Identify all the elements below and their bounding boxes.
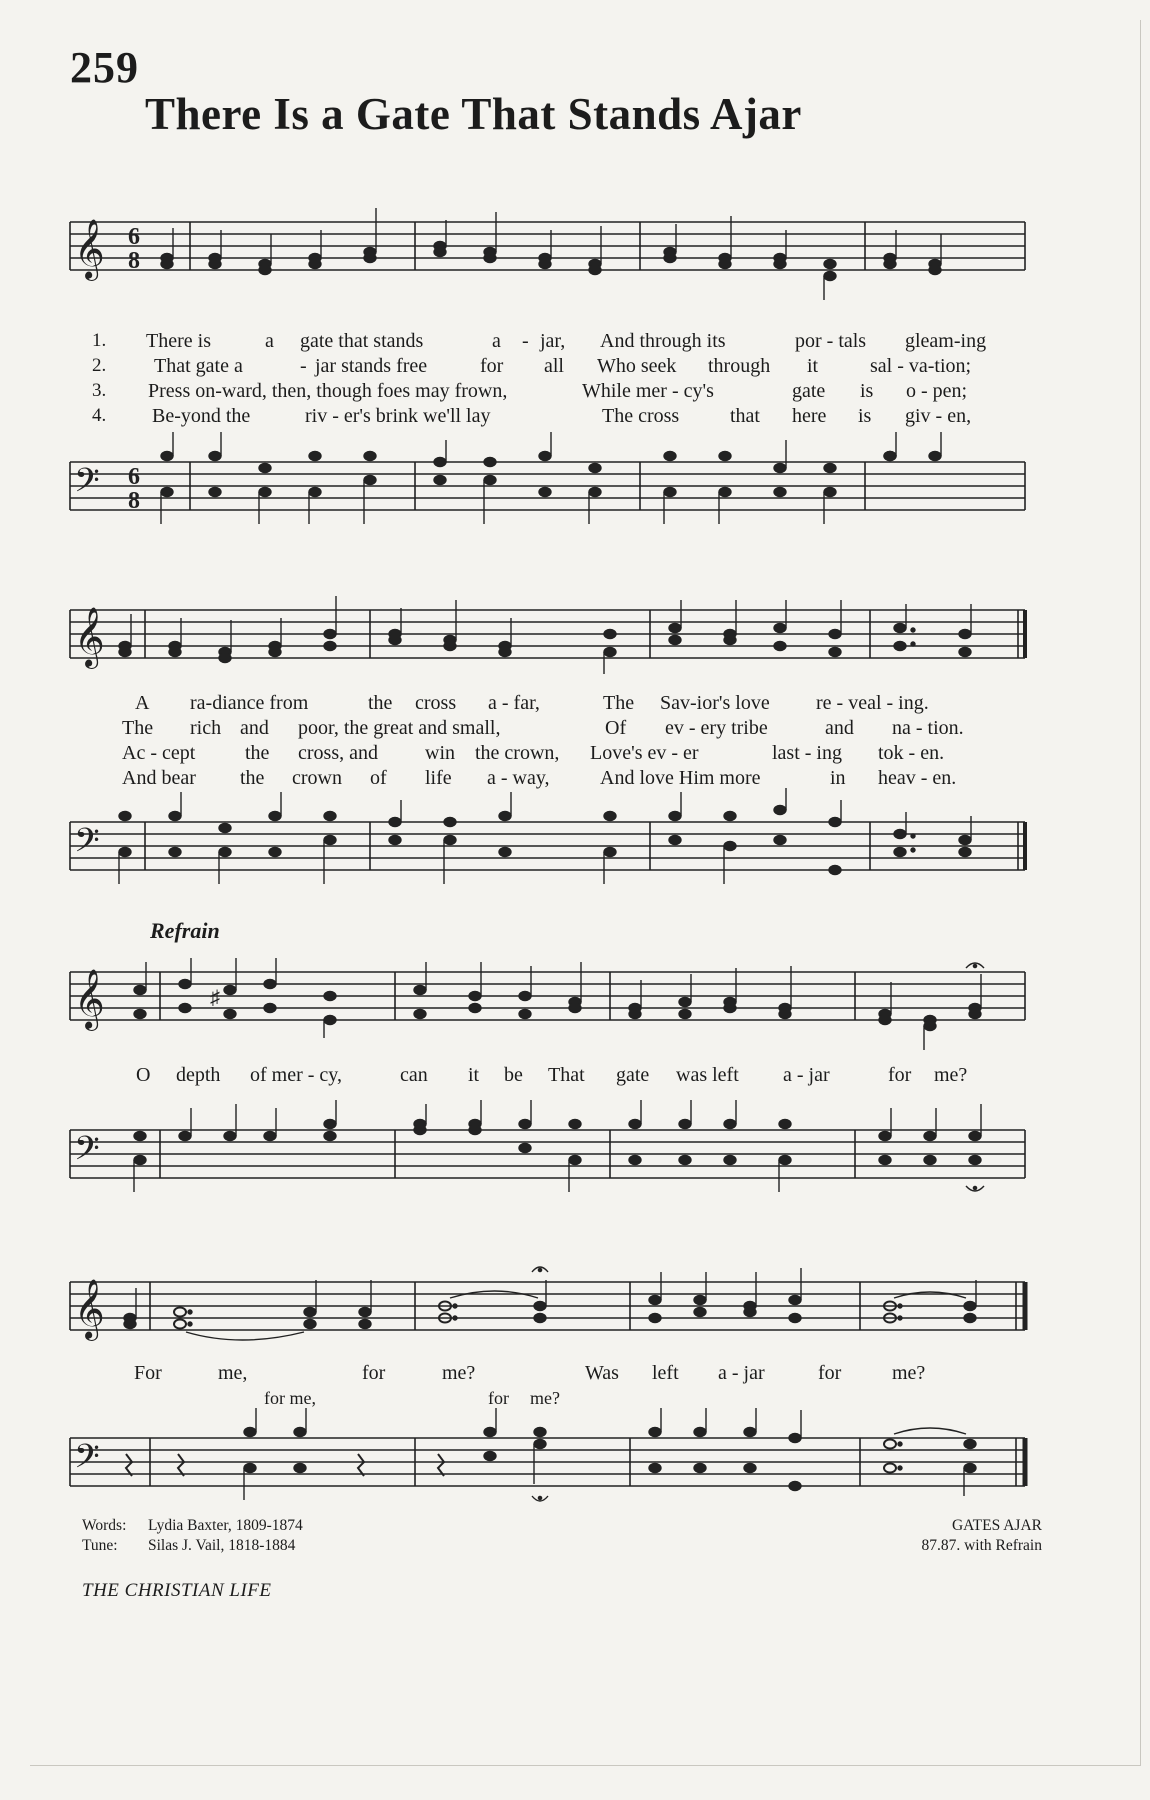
lyric-syllable: win — [425, 742, 455, 764]
lyric-syllable: Love's ev - er — [590, 742, 699, 764]
lyric-syllable: Press on-ward, then, though foes may frown, — [148, 380, 508, 402]
words-credit — [82, 1516, 303, 1536]
lyric-syllable: And love Him more — [600, 767, 761, 789]
lyric-syllable: me? — [934, 1064, 968, 1086]
lyric-syllable: me, — [218, 1362, 248, 1384]
bass-staff — [70, 1130, 1030, 1190]
lyric-syllable: sal - va-tion; — [870, 355, 972, 377]
section-name: THE CHRISTIAN LIFE — [82, 1580, 272, 1601]
lyric-syllable: the — [240, 767, 265, 789]
lyric-syllable: can — [400, 1064, 428, 1086]
lyric-syllable: For — [134, 1362, 162, 1384]
lyric-syllable: for — [488, 1388, 509, 1408]
lyric-syllable: and — [825, 717, 854, 739]
lyric-syllable: cross — [415, 692, 457, 714]
lyric-syllable: me? — [442, 1362, 476, 1384]
lyric-syllable: Who seek — [597, 355, 677, 377]
bass-staff — [70, 462, 1030, 522]
lyric-syllable: a — [492, 330, 501, 352]
treble-staff — [70, 219, 1030, 282]
tune-credit — [82, 1536, 303, 1556]
credits-right — [921, 1516, 1042, 1556]
lyric-syllable: ev - ery tribe — [665, 717, 768, 739]
refrain-label: Refrain — [150, 918, 220, 943]
lyric-syllable: through — [708, 355, 771, 377]
lyric-syllable: Ac - cept — [122, 742, 196, 764]
credits-left — [82, 1516, 303, 1556]
lyric-syllable: gleam-ing — [905, 330, 987, 352]
refrain-line-2-upper — [70, 1362, 1030, 1386]
lyric-syllable: gate — [616, 1064, 650, 1086]
lyric-syllable: - — [300, 355, 307, 377]
lyric-syllable: the — [368, 692, 393, 714]
lyric-syllable: na - tion. — [892, 717, 964, 739]
verse-number: 3. — [92, 380, 107, 401]
svg-text:𝄞: 𝄞 — [74, 219, 105, 279]
svg-text:6: 6 — [128, 464, 140, 490]
svg-text:𝄞: 𝄞 — [74, 607, 105, 667]
lyric-syllable: And through its — [600, 330, 726, 352]
svg-text:𝄢: 𝄢 — [74, 462, 100, 508]
lyric-syllable: life — [425, 767, 452, 789]
lyric-syllable: o - pen; — [906, 380, 968, 402]
lyric-syllable: O — [136, 1064, 151, 1086]
lyric-syllable: all — [544, 355, 564, 377]
lyric-syllable: por - tals — [795, 330, 867, 352]
svg-text:𝄞: 𝄞 — [74, 969, 105, 1029]
lyric-syllable: And bear — [122, 767, 196, 789]
lyric-syllable: the — [245, 742, 270, 764]
lyric-syllable: The cross — [602, 405, 680, 427]
lyric-syllable: for — [888, 1064, 912, 1086]
lyric-syllable: here — [792, 405, 827, 427]
lyric-syllable: of — [370, 767, 387, 789]
lyric-syllable: tok - en. — [878, 742, 945, 764]
lyric-syllable: the crown, — [475, 742, 560, 764]
svg-text:𝄢: 𝄢 — [74, 1130, 100, 1176]
verse-3-line-2 — [70, 742, 1030, 766]
lyric-syllable: for — [480, 355, 504, 377]
lyric-syllable: a — [265, 330, 274, 352]
lyric-syllable: poor, the great and small, — [298, 717, 501, 739]
lyric-syllable: jar, — [540, 330, 566, 352]
lyric-syllable: giv - en, — [905, 405, 972, 427]
lyric-syllable: for — [362, 1362, 386, 1384]
verse-number: 4. — [92, 405, 107, 426]
lyric-syllable: Sav-ior's love — [660, 692, 770, 714]
verse-2-line-2 — [70, 717, 1030, 741]
svg-text:𝄢: 𝄢 — [74, 1438, 100, 1484]
lyric-syllable: re - veal - ing. — [816, 692, 929, 714]
lyric-syllable: While mer - cy's — [582, 380, 714, 402]
verse-1-line-2 — [70, 692, 1030, 716]
lyric-syllable: in — [830, 767, 846, 789]
refrain-line-2-lower — [70, 1388, 1030, 1412]
lyric-syllable: left — [652, 1362, 679, 1384]
lyric-syllable: A — [135, 692, 150, 714]
svg-text:6: 6 — [128, 224, 140, 250]
verse-4-line-2 — [70, 767, 1030, 791]
refrain-line-1 — [70, 1064, 1030, 1088]
lyric-syllable: for — [818, 1362, 842, 1384]
lyric-syllable: a - jar — [718, 1362, 765, 1384]
lyric-syllable: There is — [146, 330, 211, 352]
lyric-syllable: heav - en. — [878, 767, 957, 789]
svg-text:8: 8 — [128, 488, 140, 514]
verse-2-line-1 — [70, 355, 1030, 379]
lyric-syllable: a - way, — [487, 767, 550, 789]
words-author: Lydia Baxter, 1809-1874 — [148, 1517, 303, 1534]
hymn-title: There Is a Gate That Stands Ajar — [145, 89, 802, 139]
tune-label: Tune: — [82, 1537, 118, 1554]
lyric-syllable: ra-diance from — [190, 692, 309, 714]
lyric-syllable: That gate a — [154, 355, 243, 377]
treble-staff — [70, 1279, 1030, 1342]
lyric-syllable: is — [860, 380, 874, 402]
svg-text:8: 8 — [128, 248, 140, 274]
lyric-syllable: that — [730, 405, 760, 427]
lyric-syllable: The — [603, 692, 635, 714]
treble-staff — [70, 969, 1030, 1032]
lyric-syllable: a - jar — [783, 1064, 830, 1086]
lyric-syllable: me? — [892, 1362, 926, 1384]
lyric-syllable: Of — [605, 717, 627, 739]
tune-name: GATES AJAR — [951, 1517, 1042, 1534]
lyric-syllable: be — [504, 1064, 523, 1086]
verse-number: 2. — [92, 355, 107, 376]
lyric-syllable: it — [468, 1064, 480, 1086]
lyric-syllable: me? — [530, 1388, 560, 1408]
lyric-syllable: is — [858, 405, 872, 427]
svg-text:𝄞: 𝄞 — [74, 1279, 105, 1339]
lyric-syllable: Be-yond the — [152, 405, 251, 427]
lyric-syllable: last - ing — [772, 742, 842, 764]
bass-staff — [70, 822, 1030, 882]
meter: 87.87. with Refrain — [921, 1537, 1042, 1554]
tune-composer: Silas J. Vail, 1818-1884 — [148, 1537, 296, 1554]
treble-staff — [70, 607, 1030, 670]
bass-staff — [70, 1438, 1030, 1498]
lyric-syllable: riv - er's brink we'll lay — [305, 405, 491, 427]
verse-4-line-1 — [70, 405, 1030, 429]
svg-text:♯: ♯ — [210, 987, 220, 1009]
verse-3-line-1 — [70, 380, 1030, 404]
lyric-syllable: of mer - cy, — [250, 1064, 342, 1086]
lyric-syllable: jar stands free — [315, 355, 428, 377]
lyric-syllable: was left — [676, 1064, 739, 1086]
lyric-syllable: it — [807, 355, 819, 377]
lyric-syllable: a - far, — [488, 692, 540, 714]
lyric-syllable: gate — [792, 380, 826, 402]
lyric-syllable: cross, and — [298, 742, 378, 764]
svg-text:𝄢: 𝄢 — [74, 822, 100, 868]
lyric-syllable: depth — [176, 1064, 221, 1086]
lyric-syllable: and — [240, 717, 269, 739]
verse-1-line-1 — [70, 330, 1030, 354]
lyric-syllable: gate that stands — [300, 330, 424, 352]
lyric-syllable: for me, — [264, 1388, 316, 1408]
hymn-number: 259 — [70, 43, 139, 92]
lyric-syllable: - — [522, 330, 529, 352]
lyric-syllable: That — [548, 1064, 585, 1086]
lyric-syllable: crown — [292, 767, 342, 789]
lyric-syllable: The — [122, 717, 154, 739]
words-label: Words: — [82, 1517, 127, 1534]
lyric-syllable: rich — [190, 717, 222, 739]
verse-number: 1. — [92, 330, 107, 351]
lyric-syllable: Was — [585, 1362, 619, 1384]
